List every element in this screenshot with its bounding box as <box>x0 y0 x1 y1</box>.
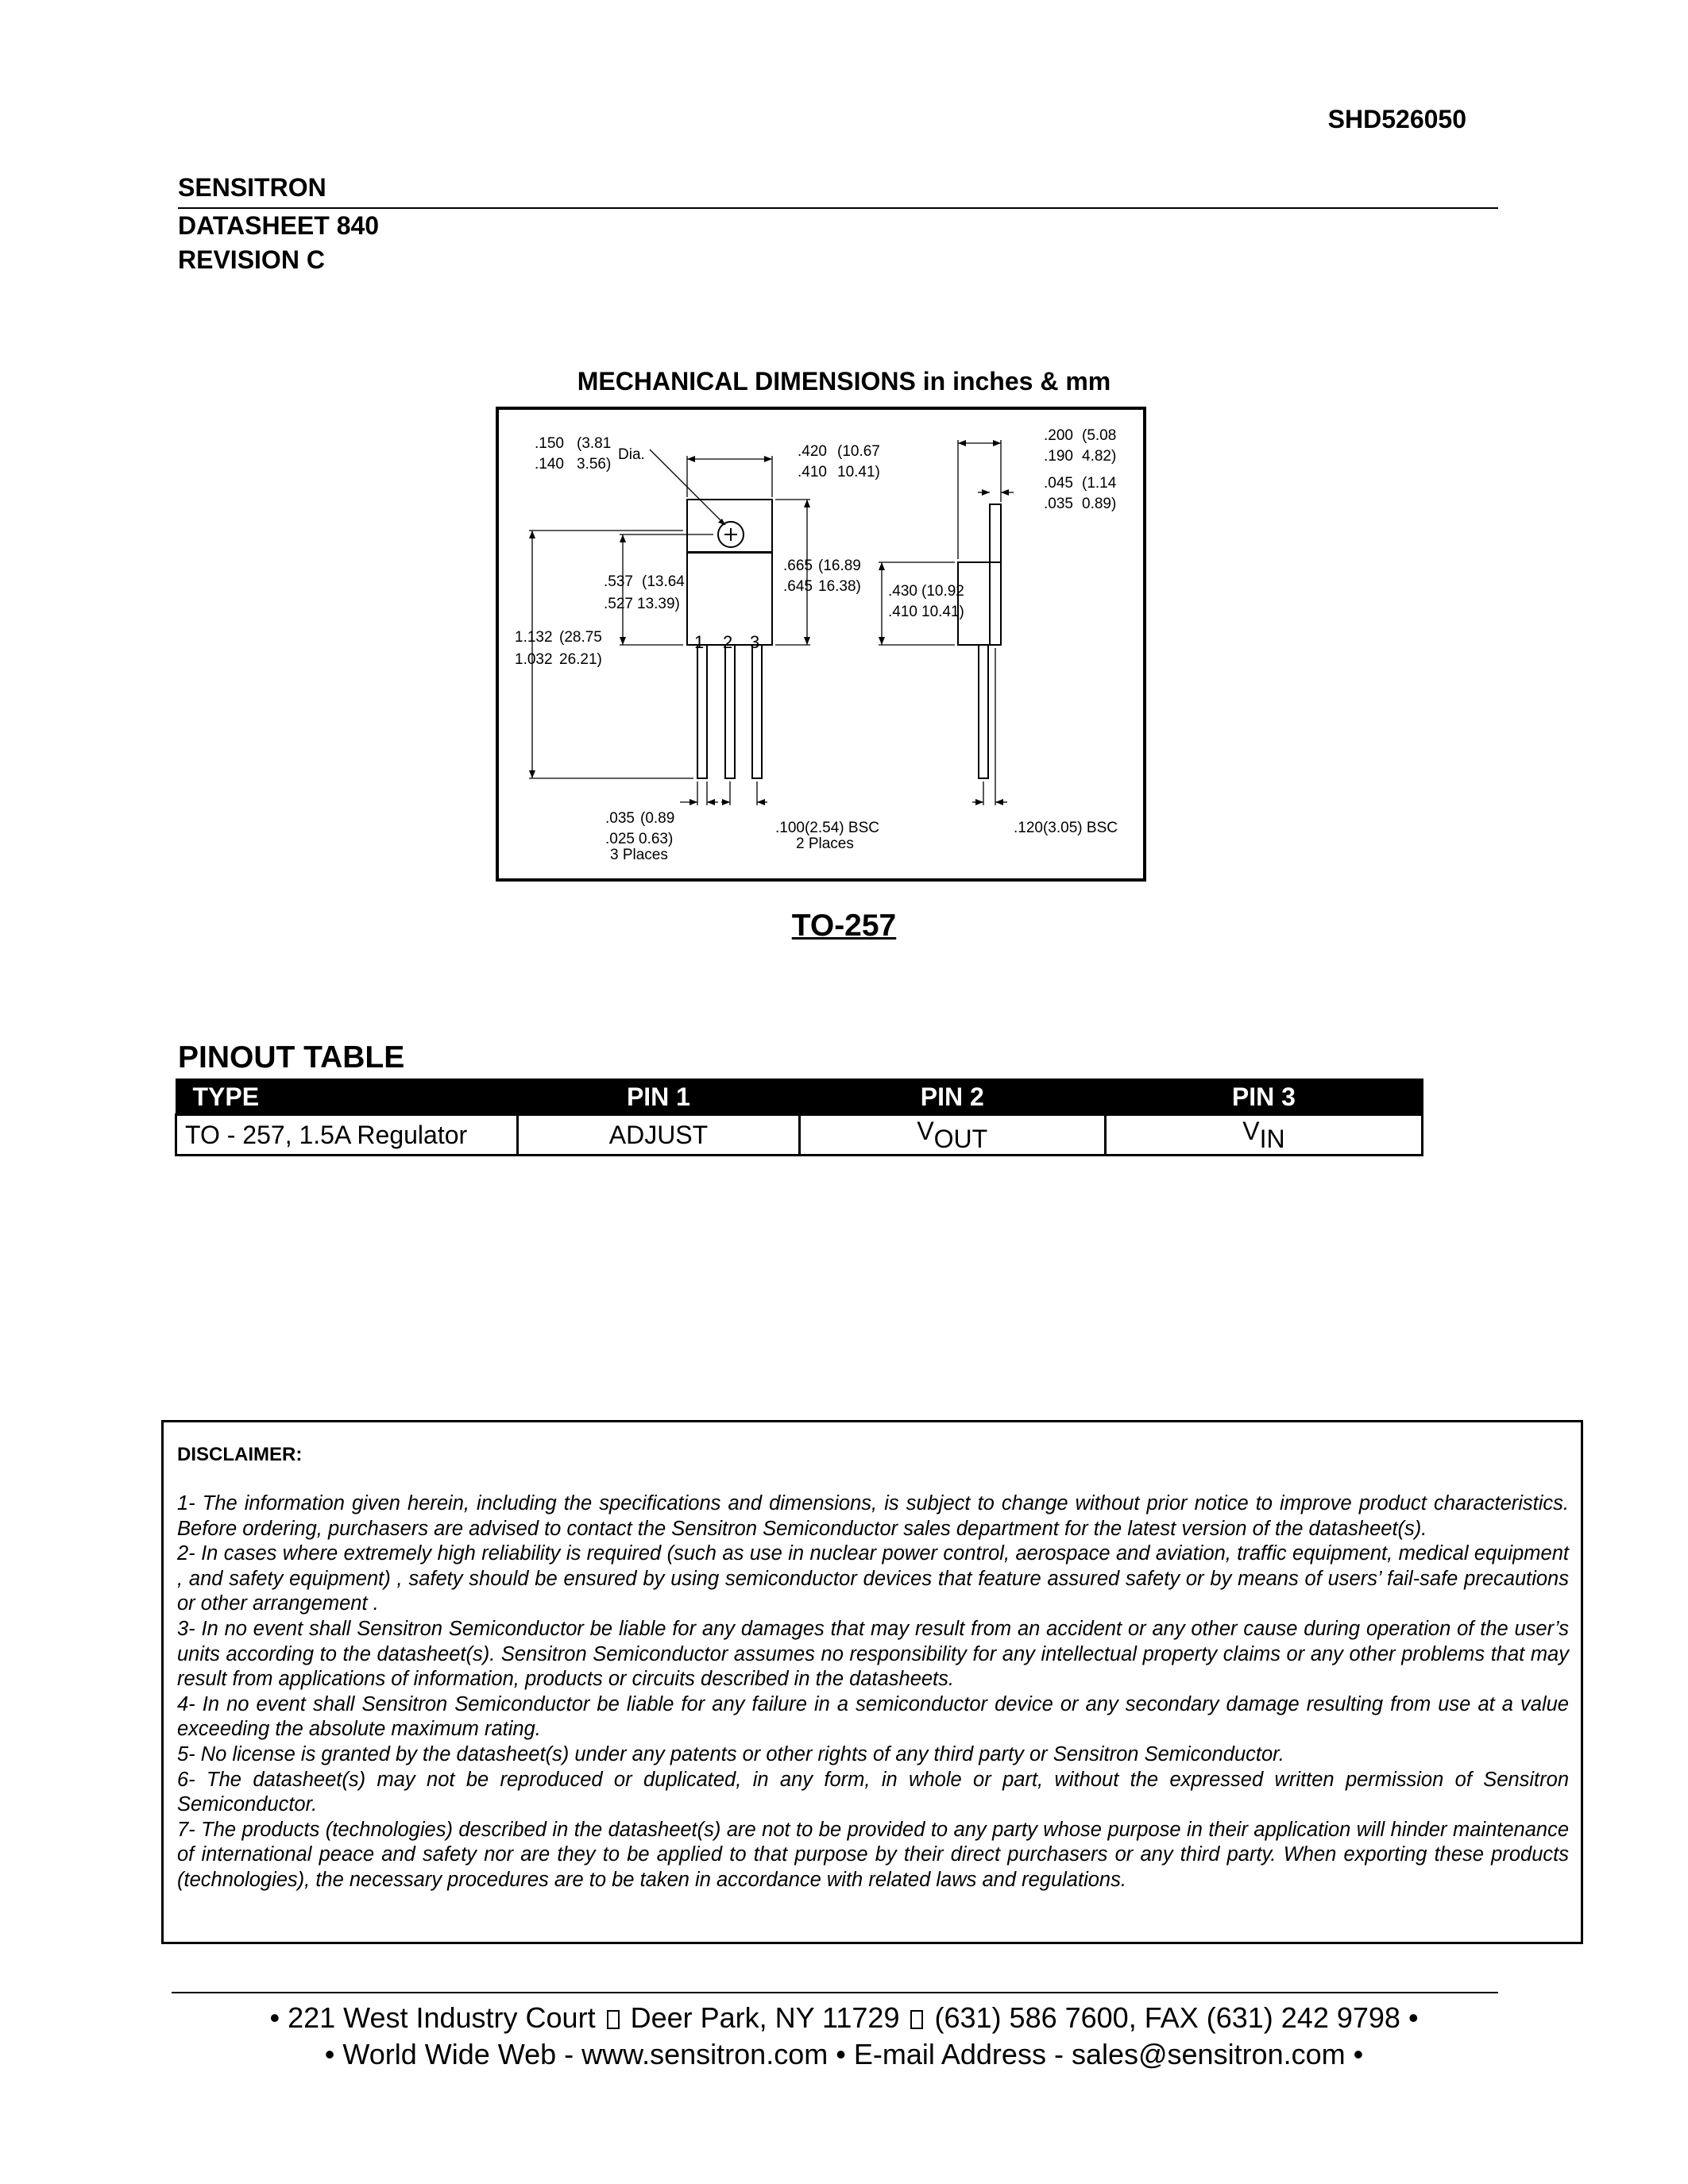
revision: REVISION C <box>178 245 325 274</box>
front-tab-outline <box>687 500 772 552</box>
disclaimer-body <box>177 1491 1569 1893</box>
cell-pin2 <box>799 1115 1105 1156</box>
cell-pin1: ADJUST <box>518 1115 799 1156</box>
dim-body-max: .430 <box>888 583 917 600</box>
dim-leadlen-min: 1.032 <box>515 651 553 668</box>
footer-email[interactable]: E-mail Address - sales@sensitron.com <box>853 2038 1346 2070</box>
disclaimer-item: 5- No license is granted by the datasheet(s) under any patents or other rights of any third party or Sensitron Semiconductor. <box>177 1742 1284 1765</box>
mechanical-title: MECHANICAL DIMENSIONS in inches & mm <box>577 367 1111 396</box>
header-type: TYPE <box>176 1079 518 1115</box>
disclaimer-item: 6- The datasheet(s) may not be reproduced or duplicated, in any form, in whole or part, without the expressed written permission of Sensitron Semiconductor. <box>177 1768 1569 1816</box>
dim-height-max: .665 <box>783 558 813 574</box>
bullet-icon: • <box>836 2038 846 2070</box>
pin2-symbol: V <box>917 1116 934 1145</box>
disclaimer-item: 1- The information given herein, including the specifications and dimensions, is subject to change without prior notice to improve product characteristics. Before ordering, purchasers are advised to contact the Sensitron Semiconductor sales department for the latest version of the datasheet(s). <box>177 1492 1569 1540</box>
header-pin2: PIN 2 <box>799 1079 1105 1115</box>
dim-pitch-note: 2 Places <box>796 835 854 852</box>
dim-thick-max-mm: (5.08 <box>1082 427 1117 444</box>
dim-height-max-mm: (16.89 <box>818 558 861 574</box>
dim-hole-min-mm: 3.56) <box>577 456 612 473</box>
pinout-title: PINOUT TABLE <box>178 1040 405 1075</box>
datasheet-info <box>178 209 379 277</box>
side-lead <box>979 645 988 778</box>
separator-icon <box>910 2010 923 2029</box>
pin1-label: 1 <box>694 632 705 652</box>
disclaimer-item: 2- In cases where extremely high reliability is required (such as use in nuclear power control, aerospace and aviation, traffic equipment, medical equipment , and safety equipment) , safety should be ensured by using semiconductor devices that feature assured safety or by means of users’ fail-safe precautions or other arrangement . <box>177 1542 1569 1615</box>
part-number: SHD526050 <box>1327 105 1466 133</box>
package-title: TO-257 <box>791 909 897 943</box>
dim-tab-min-mm: 0.89) <box>1082 496 1117 512</box>
dim-leadw-note: 3 Places <box>610 847 668 863</box>
disclaimer-item: 4- In no event shall Sensitron Semiconductor be liable for any failure in a semiconductor device or any secondary damage resulting from use at a value exceeding the absolute maximum rating. <box>177 1692 1569 1741</box>
footer-address-line <box>0 2001 1688 2035</box>
dim-tab-max-mm: (1.14 <box>1082 475 1117 492</box>
disclaimer-item: 7- The products (technologies) described in the datasheet(s) are not to be provided to any party whose purpose in their application will hinder maintenance of international peace and safety nor are they to be applied to that purpose by their direct purchasers or any third party. When exporting these products (technologies), the necessary procedures are to be taken in accordance with related laws and regulations. <box>177 1818 1569 1891</box>
bullet-icon: • <box>1353 2038 1364 2070</box>
datasheet-number: DATASHEET 840 <box>178 211 380 240</box>
pin3-symbol: V <box>1242 1116 1260 1145</box>
dim-body-max-mm: (10.92 <box>921 583 964 600</box>
dim-height-min: .645 <box>783 578 813 595</box>
to257-outline-drawing <box>499 410 1143 878</box>
bullet-icon: • <box>324 2038 335 2070</box>
dim-offset: .120(3.05) BSC <box>1014 820 1118 836</box>
cell-pin3 <box>1105 1115 1422 1156</box>
pinout-header-row <box>176 1079 1423 1115</box>
lead-pin1 <box>697 645 707 778</box>
footer-divider <box>172 1992 1498 1993</box>
dim-body-min: .410 <box>888 604 917 620</box>
dim-leadw-max: .035 <box>605 810 635 827</box>
dim-hole-max-mm: (3.81 <box>577 435 612 452</box>
disclaimer-title: DISCLAIMER: <box>177 1444 303 1465</box>
header-pin1: PIN 1 <box>518 1079 799 1115</box>
separator-icon <box>607 2010 620 2029</box>
dim-thick-min: .190 <box>1044 448 1073 465</box>
dim-leadw-max-mm: (0.89 <box>640 810 675 827</box>
footer-phone: (631) 586 7600, FAX (631) 242 9798 <box>934 2001 1400 2034</box>
dim-tab-max: .045 <box>1044 475 1073 492</box>
dim-width-min: .410 <box>798 464 827 480</box>
side-body-outline <box>958 562 1001 645</box>
footer-web[interactable]: World Wide Web - www.sensitron.com <box>342 2038 829 2070</box>
dim-width-min-mm: 10.41) <box>837 464 880 480</box>
dim-hole-max: .150 <box>535 435 564 452</box>
lead-pin2 <box>725 645 735 778</box>
dim-holepos-max: .537 <box>604 573 633 590</box>
pin2-subscript: OUT <box>933 1124 988 1153</box>
pin2-label: 2 <box>723 632 733 652</box>
dim-dia-label: Dia. <box>618 446 645 463</box>
dim-body-min-mm: 10.41) <box>921 604 964 620</box>
dim-hole-min: .140 <box>535 456 564 473</box>
disclaimer-item: 3- In no event shall Sensitron Semiconductor be liable for any damages that may result from an accident or any other cause during operation of the user’s units according to the datasheet(s). Sensitron Semiconductor assumes no responsibility for any intellectual property claims or any other problems that may result from applications of information, products or circuits described in the datasheets. <box>177 1617 1569 1691</box>
header-pin3: PIN 3 <box>1105 1079 1422 1115</box>
pin3-label: 3 <box>750 632 760 652</box>
dim-leadlen-min-mm: 26.21) <box>559 651 602 668</box>
mechanical-drawing <box>496 407 1146 882</box>
dim-holepos-max-mm: (13.64 <box>642 573 685 590</box>
pin3-subscript: IN <box>1259 1124 1285 1153</box>
side-tab-outline <box>990 504 1001 645</box>
lead-pin3 <box>752 645 762 778</box>
dim-leadlen-max-mm: (28.75 <box>559 629 602 646</box>
dim-width-max-mm: (10.67 <box>837 443 880 460</box>
dim-thick-max: .200 <box>1044 427 1073 444</box>
bullet-icon: • <box>1408 2001 1419 2034</box>
footer-city: Deer Park, NY 11729 <box>630 2001 900 2034</box>
dim-height-min-mm: 16.38) <box>818 578 861 595</box>
dim-thick-min-mm: 4.82) <box>1082 448 1117 465</box>
pinout-table <box>175 1078 1423 1156</box>
dim-pitch: .100(2.54) BSC <box>775 820 879 836</box>
dim-leadw-min-mm: 0.63) <box>639 831 674 847</box>
dim-tab-min: .035 <box>1044 496 1073 512</box>
dim-holepos-min-mm: 13.39) <box>637 596 680 612</box>
front-body-outline <box>687 553 772 645</box>
dim-holepos-min: .527 <box>604 596 633 612</box>
company-name: SENSITRON <box>178 173 326 202</box>
dim-width-max: .420 <box>798 443 827 460</box>
dim-leadw-min: .025 <box>605 831 635 847</box>
table-row <box>176 1115 1423 1156</box>
cell-type: TO - 257, 1.5A Regulator <box>176 1115 518 1156</box>
bullet-icon: • <box>269 2001 280 2034</box>
footer-address: 221 West Industry Court <box>288 2001 596 2034</box>
dim-leadlen-max: 1.132 <box>515 629 553 646</box>
footer-web-line <box>0 2038 1688 2071</box>
